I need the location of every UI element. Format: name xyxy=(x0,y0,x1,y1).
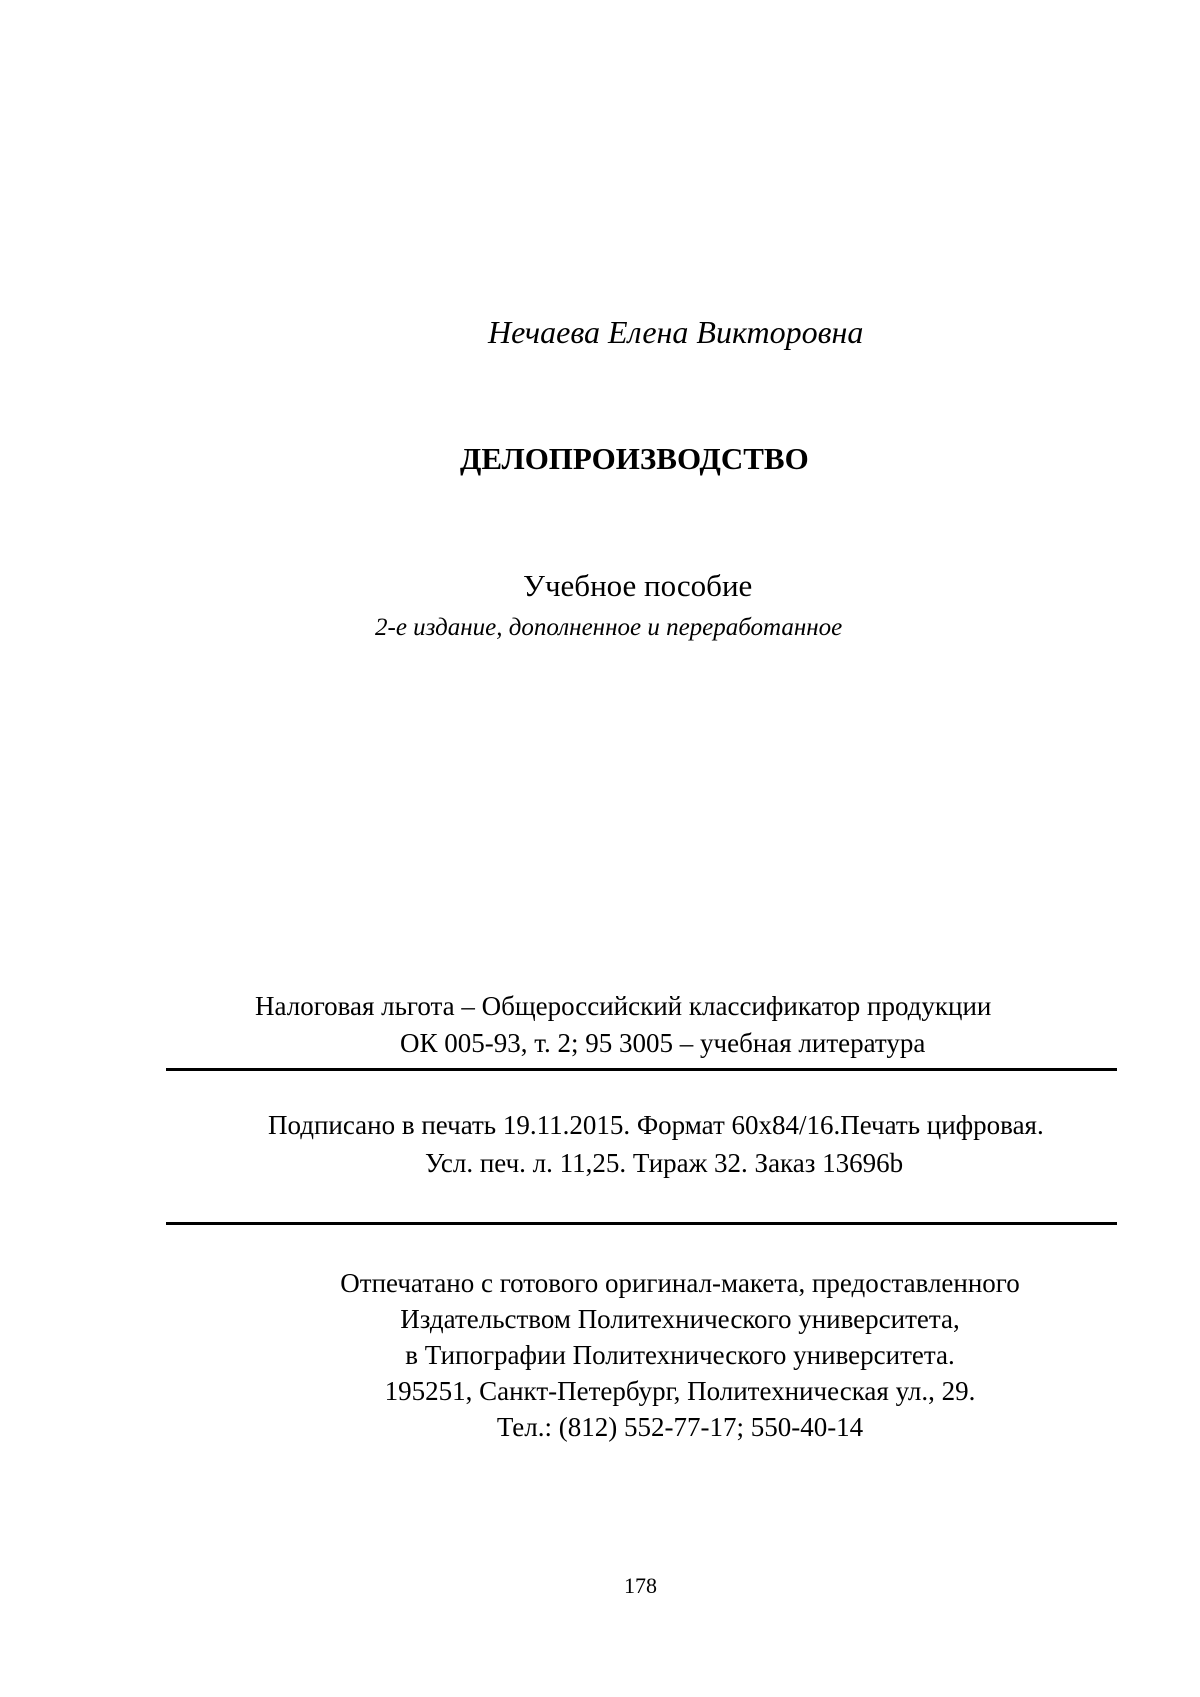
printed-by-block xyxy=(290,1265,1070,1445)
printed-by-address: 195251, Санкт-Петербург, Политехническая ул., 29. xyxy=(384,1376,976,1406)
printed-by-phone: Тел.: (812) 552-77-17; 550-40-14 xyxy=(496,1412,864,1442)
page-number: 178 xyxy=(624,1573,657,1598)
divider-bottom xyxy=(166,1222,1117,1225)
tax-benefit-line-2: ОК 005-93, т. 2; 95 3005 – учебная литература xyxy=(400,1028,926,1058)
printed-by-line: в Типографии Политехнического университета. xyxy=(405,1340,955,1370)
book-title: ДЕЛОПРОИЗВОДСТВО xyxy=(460,441,809,476)
print-info-line-1: Подписано в печать 19.11.2015. Формат 60х84/16.Печать цифровая. xyxy=(268,1110,1044,1140)
printed-by-line: Издательством Политехнического университета, xyxy=(400,1304,960,1334)
tax-benefit-line-1: Налоговая льгота – Общероссийский классификатор продукции xyxy=(255,991,992,1021)
edition-note: 2-е издание, дополненное и переработанное xyxy=(375,614,843,641)
book-subtitle: Учебное пособие xyxy=(523,568,753,603)
printed-by-line: Отпечатано с готового оригинал-макета, предоставленного xyxy=(340,1268,1020,1298)
divider-top xyxy=(166,1068,1117,1071)
author-name: Нечаева Елена Викторовна xyxy=(488,314,864,350)
print-info-line-2: Усл. печ. л. 11,25. Тираж 32. Заказ 13696b xyxy=(425,1148,904,1178)
